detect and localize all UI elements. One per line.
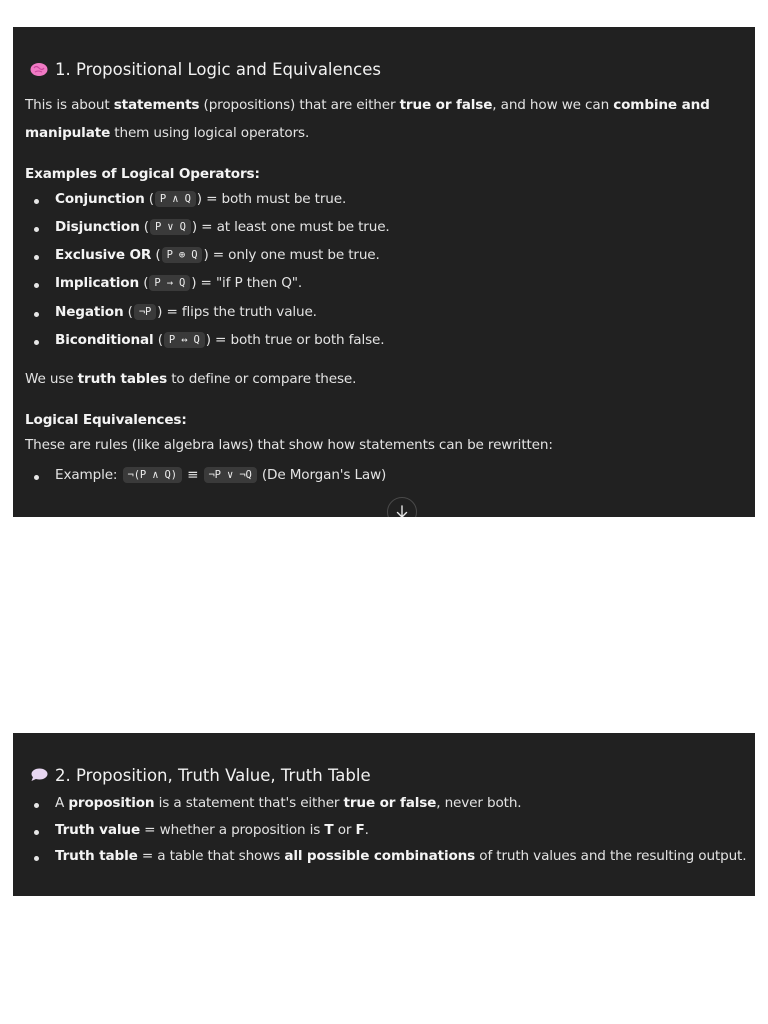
example-item: Example: ¬(P ∧ Q) ≡ ¬P ∨ ¬Q (De Morgan's Law) [55,467,387,483]
bullet [34,340,39,345]
section-1-title: 1. Propositional Logic and Equivalences [55,59,381,79]
bullet [34,283,39,288]
operator-item: Biconditional ( P ↔ Q ) = both true or both false. [55,332,385,348]
code-snippet: P ∧ Q [155,191,196,207]
bullet [34,856,39,861]
speech-bubble-icon [29,765,49,785]
code-snippet: ¬P [134,304,156,320]
code-snippet: P ∨ Q [150,219,191,235]
bullet [34,475,39,480]
arrow-down-icon [395,505,409,517]
bullet [34,255,39,260]
bullet [34,830,39,835]
operator-item: Conjunction ( P ∧ Q ) = both must be true. [55,191,347,207]
operators-heading: Examples of Logical Operators: [25,166,260,182]
bullet [34,803,39,808]
operator-item: Exclusive OR ( P ⊕ Q ) = only one must be true. [55,247,380,263]
bullet [34,312,39,317]
intro-line-1: This is about statements (propositions) that are either true or false, and how we can combine and [25,97,710,113]
bullet [34,199,39,204]
bullet [34,227,39,232]
brain-icon [29,59,49,79]
code-snippet: ¬P ∨ ¬Q [204,467,257,483]
section-1-heading [29,59,381,79]
section-2-title: 2. Proposition, Truth Value, Truth Table [55,765,371,785]
list-item: A proposition is a statement that's either true or false, never both. [55,795,522,811]
section-2-panel [13,733,755,896]
operator-item: Negation ( ¬P ) = flips the truth value. [55,304,317,320]
equivalences-desc: These are rules (like algebra laws) that show how statements can be rewritten: [25,437,553,453]
code-snippet: P ⊕ Q [162,247,203,263]
code-snippet: P ↔ Q [164,332,205,348]
list-item: Truth value = whether a proposition is T or F. [55,822,369,838]
code-snippet: P → Q [149,275,190,291]
intro-line-2: manipulate them using logical operators. [25,125,310,141]
list-item: Truth table = a table that shows all possible combinations of truth values and the resulting output. [55,848,747,864]
equivalences-heading: Logical Equivalences: [25,412,187,428]
operator-item: Implication ( P → Q ) = "if P then Q". [55,275,303,291]
code-snippet: ¬(P ∧ Q) [123,467,182,483]
section-2-heading [29,765,371,785]
section-1-panel [13,27,755,517]
operator-item: Disjunction ( P ∨ Q ) = at least one must be true. [55,219,390,235]
truth-tables-line: We use truth tables to define or compare these. [25,371,357,387]
